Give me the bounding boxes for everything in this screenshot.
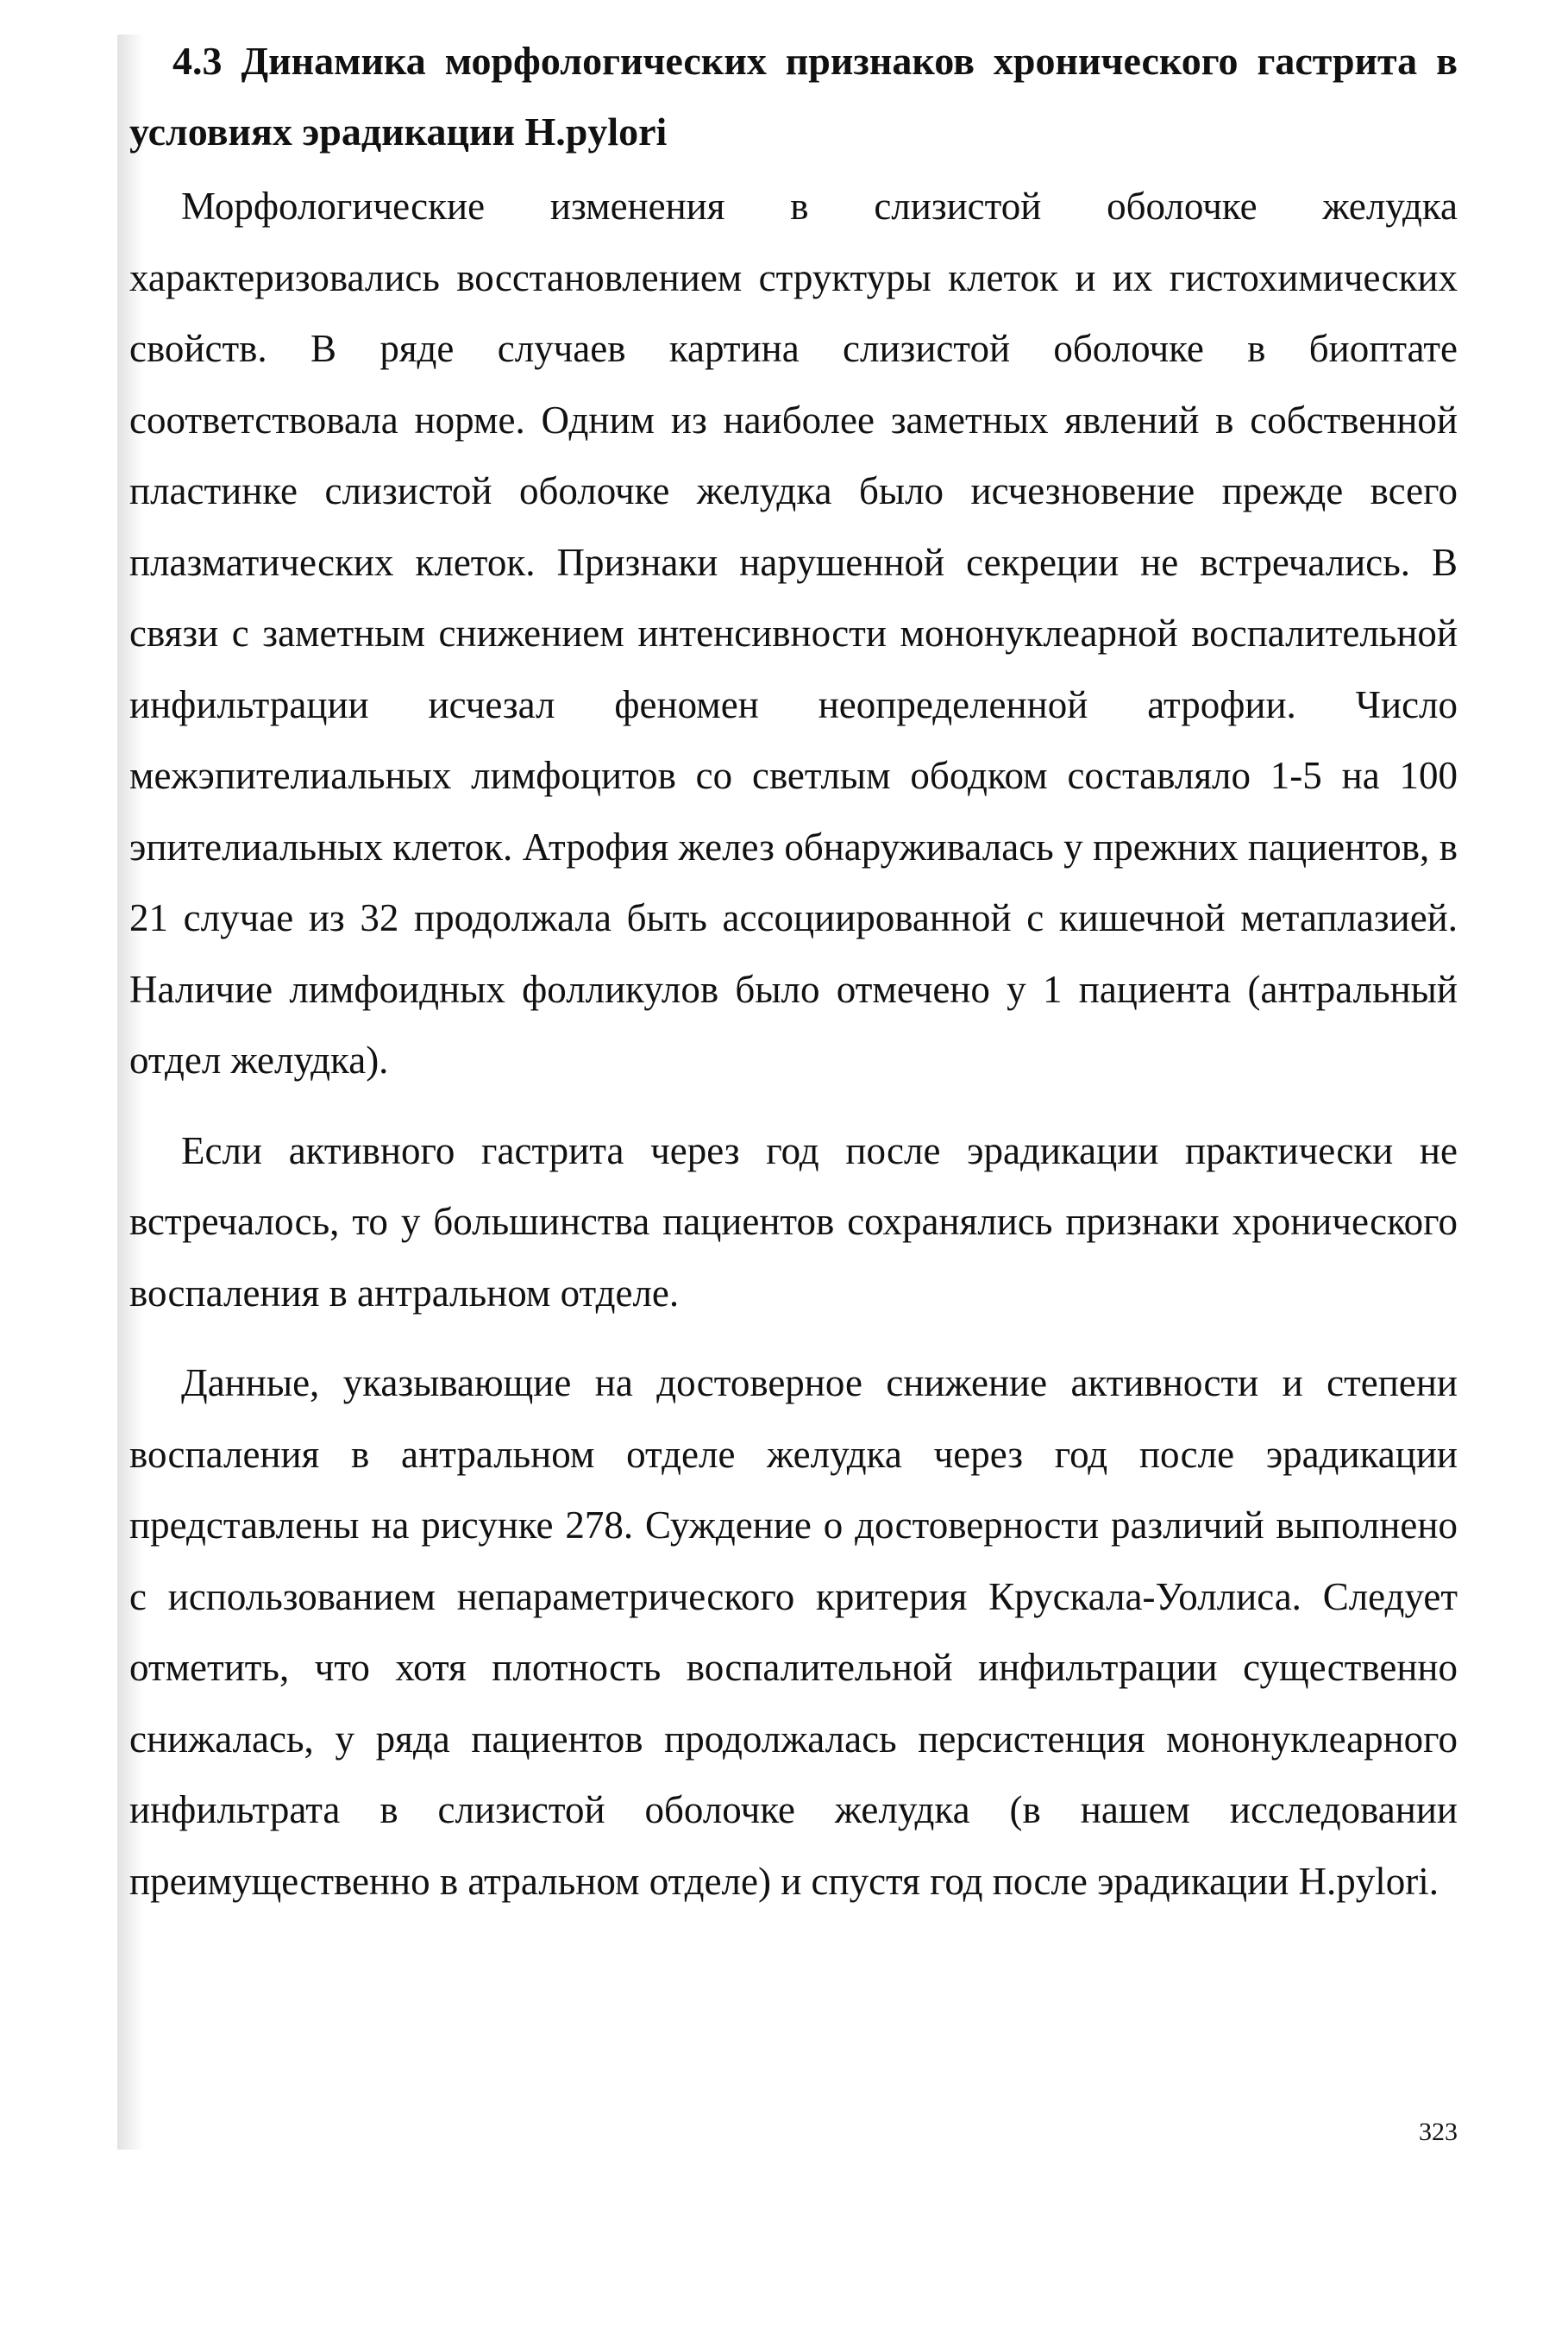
paragraph-data-figure: Данные, указывающие на достоверное снижение активности и степени воспаления в антральном отделе желудка через год после эрадикации представлены на рисунке 278. Суждение о достоверности различий выполнено с использованием непараметрического критерия Крускала-Уоллиса. Следует отметить, что хотя плотность воспалительной инфильтрации существенно снижалась, у ряда пациентов продолжалась персистенция мононуклеарного инфильтрата в слизистой оболочке желудка (в нашем исследовании преимущественно в атральном отделе) и спустя год после эрадикации H.pylori. <box>129 1361 1458 1903</box>
document-page <box>129 26 1458 1917</box>
section-heading: 4.3 Динамика морфологических признаков хронического гастрита в условиях эрадикации H.pylori <box>129 39 1458 154</box>
page-number: 323 <box>1419 2118 1458 2146</box>
paragraph-active-gastritis: Если активного гастрита через год после эрадикации практически не встречалось, то у большинства пациентов сохранялись признаки хронического воспаления в антральном отделе. <box>129 1128 1458 1315</box>
paragraph-morphology: Морфологические изменения в слизистой оболочке желудка характеризовались восстановлением структуры клеток и их гистохимических свойств. В ряде случаев картина слизистой оболочке в биоптате соответствовала норме. Одним из наиболее заметных явлений в собственной пластинке слизистой оболочке желудка было исчезновение прежде всего плазматических клеток. Признаки нарушенной секреции не встречались. В связи с заметным снижением интенсивности мононуклеарной воспалительной инфильтрации исчезал феномен неопределенной атрофии. Число межэпителиальных лимфоцитов со светлым ободком составляло 1-5 на 100 эпителиальных клеток. Атрофия желез обнаруживалась у прежних пациентов, в 21 случае из 32 продолжала быть ассоциированной с кишечной метаплазией. Наличие лимфоидных фолликулов было отмечено у 1 пациента (антральный отдел желудка). <box>129 185 1458 1082</box>
